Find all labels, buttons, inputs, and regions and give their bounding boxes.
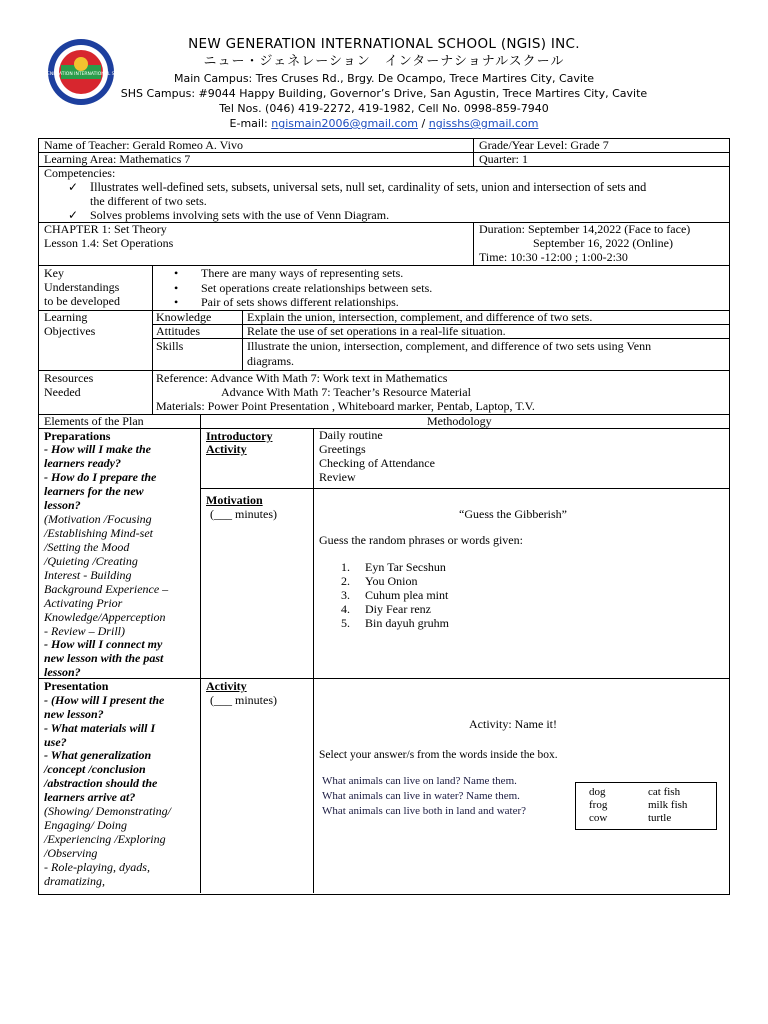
elements-of-plan-label: Elements of the Plan [44,414,144,428]
learning-area: Learning Area: Mathematics 7 [44,152,191,166]
activity-question: What animals can live both in land and water? [322,805,527,817]
shs-campus: SHS Campus: #9044 Happy Building, Governor’s Drive, San Agustin, Trece Martires City, Cavite [120,87,648,100]
knowledge-label: Knowledge [156,310,212,324]
bullet-icon: • [174,295,179,309]
pres-question: /abstraction should the [44,776,158,790]
activity-instruction: Select your answer/s from the words inside the box. [319,749,558,761]
list-number: 2. [341,574,350,588]
prep-note: Knowledge/Apperception [44,610,166,624]
answer-choice: frog [589,799,608,811]
routine-item: Daily routine [319,428,383,442]
list-number: 3. [341,588,350,602]
key-understandings-label: to be developed [44,294,120,308]
pres-question: use? [44,735,67,749]
pres-note: Engaging/ Doing [44,818,127,832]
chapter: CHAPTER 1: Set Theory [44,222,167,236]
quarter: Quarter: 1 [479,152,528,166]
school-name: NEW GENERATION INTERNATIONAL SCHOOL (NGIS) INC. [188,36,580,52]
gibberish-title: “Guess the Gibberish” [459,507,567,521]
routine-item: Review [319,470,356,484]
presentation-title: Presentation [44,679,109,693]
reference-2: Advance With Math 7: Teacher’s Resource Material [221,385,471,399]
column-divider [152,370,153,414]
main-campus: Main Campus: Tres Cruses Rd., Brgy. De Ocampo, Trece Martires City, Cavite [173,72,595,85]
prep-note: /Establishing Mind-set [44,526,153,540]
skills-label: Skills [156,339,184,353]
answer-choice: turtle [648,812,672,824]
grade-level: Grade/Year Level: Grade 7 [479,138,609,152]
activity-label: Activity [206,679,247,693]
bullet-icon: • [174,266,179,280]
prep-note: - Review – Drill) [44,624,125,638]
column-divider [152,310,153,370]
pres-note: dramatizing, [44,874,106,888]
gibberish-item: You Onion [365,574,418,588]
motivation-label: Motivation [206,493,263,507]
pres-question: - What generalization [44,748,152,762]
pres-note: /Observing [44,846,98,860]
column-divider [473,138,474,166]
pres-question: - (How will I present the [44,693,165,707]
column-divider [200,414,201,428]
pres-note: - Role-playing, dyads, [44,860,150,874]
reference-1: Reference: Advance With Math 7: Work text in Mathematics [156,371,448,385]
key-understandings-label: Understandings [44,280,120,294]
svg-text:NEW GENERATION INTERNATIONAL S: NEW GENERATION INTERNATIONAL SCHOOL [31,72,131,77]
skills-objective-cont: diagrams. [247,354,294,368]
pres-question: new lesson? [44,707,104,721]
key-bullet: Set operations create relationships between sets. [201,281,433,295]
learning-objectives-label: Learning [44,310,88,324]
duration-online: September 16, 2022 (Online) [533,236,673,250]
email-label: E-mail: [229,117,272,130]
key-bullet: There are many ways of representing sets. [201,266,404,280]
answer-choice: cow [589,812,608,824]
prep-question: learners for the new [44,484,144,498]
pres-note: /Experiencing /Exploring [44,832,166,846]
knowledge-objective: Explain the union, intersection, complement, and difference of two sets. [247,310,593,324]
materials: Materials: Power Point Presentation , Whiteboard marker, Pentab, Laptop, T.V. [156,399,535,413]
email-link-shs[interactable]: ngisshs@gmail.com [428,117,539,130]
column-divider [152,265,153,310]
competency-item-cont: the different of two sets. [90,194,207,208]
skills-objective: Illustrate the union, intersection, complement, and difference of two sets using Venn [247,339,652,353]
answer-choice: dog [589,786,606,798]
activity-minutes: (___ minutes) [210,693,277,707]
introductory-activity-label: Introductory [206,429,273,443]
prep-note: /Setting the Mood [44,540,130,554]
prep-question: - How do I prepare the [44,470,157,484]
routine-item: Checking of Attendance [319,456,435,470]
teacher-name: Name of Teacher: Gerald Romeo A. Vivo [44,138,243,152]
attitudes-label: Attitudes [156,324,200,338]
methodology-label: Methodology [427,414,492,428]
prep-question: learners ready? [44,456,121,470]
prep-note: (Motivation /Focusing [44,512,152,526]
column-divider [200,428,201,893]
check-icon: ✓ [68,208,79,222]
gibberish-item: Diy Fear renz [365,602,431,616]
class-time: Time: 10:30 -12:00 ; 1:00-2:30 [479,250,628,264]
routine-item: Greetings [319,442,366,456]
competency-item: Illustrates well-defined sets, subsets, universal sets, null set, cardinality of sets, union and intersection of sets and [90,180,647,194]
pres-note: (Showing/ Demonstrating/ [44,804,172,818]
list-number: 5. [341,616,350,630]
list-number: 1. [341,560,350,574]
activity-title: Activity: Name it! [469,717,557,731]
gibberish-item: Bin dayuh gruhm [365,616,449,630]
row-divider [200,488,729,489]
email-separator: / [418,117,429,130]
email-line [0,116,768,131]
attitudes-objective: Relate the use of set operations in a real-life situation. [247,324,506,338]
letterhead [0,36,768,131]
key-bullet: Pair of sets shows different relationships. [201,295,399,309]
gibberish-item: Eyn Tar Secshun [365,560,446,574]
check-icon: ✓ [68,180,79,194]
duration-face-to-face: Duration: September 14,2022 (Face to face) [479,222,691,236]
lesson: Lesson 1.4: Set Operations [44,236,174,250]
learning-objectives-label: Objectives [44,324,96,338]
competency-item: Solves problems involving sets with the use of Venn Diagram. [90,208,390,222]
activity-question: What animals can live in water? Name them. [322,790,520,802]
pres-question: learners arrive at? [44,790,136,804]
column-divider [473,222,474,265]
prep-question: - How will I make the [44,442,152,456]
resources-label: Needed [44,385,81,399]
gibberish-prompt: Guess the random phrases or words given: [319,533,523,547]
prep-question: lesson? [44,498,81,512]
prep-question: lesson? [44,665,81,679]
answer-choice: milk fish [648,799,688,811]
column-divider [242,310,243,370]
pres-question: /concept /conclusion [44,762,146,776]
row-divider [38,678,729,679]
prep-note: Background Experience – [44,582,169,596]
prep-note: Interest - Building [44,568,132,582]
prep-question: - How will I connect my [44,637,163,651]
key-understandings-label: Key [44,266,64,280]
school-name-japanese: ニュー・ジェネレーション インターナショナルスクール [203,54,565,69]
bullet-icon: • [174,281,179,295]
email-link-main[interactable]: ngismain2006@gmail.com [271,117,419,130]
pres-question: - What materials will I [44,721,156,735]
prep-note: Activating Prior [44,596,123,610]
competencies-label: Competencies: [44,166,116,180]
preparations-title: Preparations [44,429,111,443]
column-divider [313,428,314,893]
phone-numbers: Tel Nos. (046) 419-2272, 419-1982, Cell No. 0998-859-7940 [219,102,549,115]
prep-question: new lesson with the past [44,651,164,665]
introductory-activity-label: Activity [206,442,247,456]
gibberish-item: Cuhum plea mint [365,588,449,602]
prep-note: /Quieting /Creating [44,554,138,568]
motivation-minutes: (___ minutes) [210,507,277,521]
activity-question: What animals can live on land? Name them. [322,775,517,787]
resources-label: Resources [44,371,94,385]
list-number: 4. [341,602,350,616]
answer-choice: cat fish [648,786,681,798]
